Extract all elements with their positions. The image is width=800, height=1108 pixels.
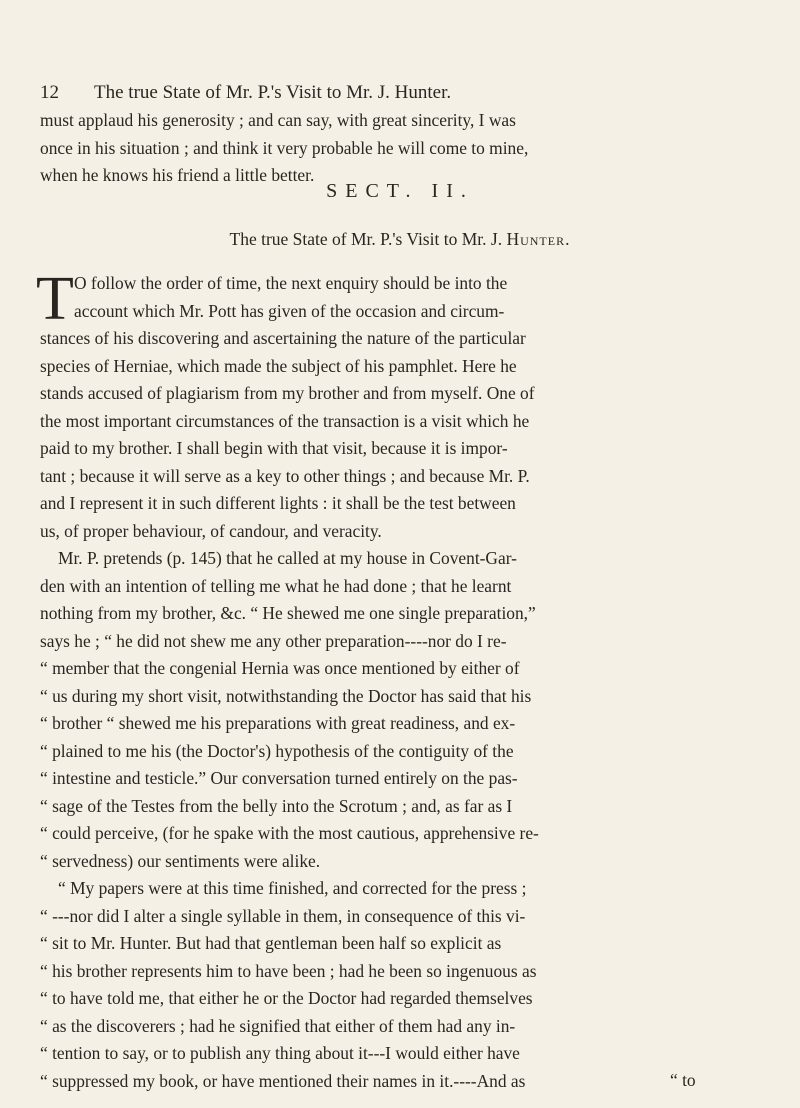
text-line: “ My papers were at this time finished, and corrected for the press ;	[58, 878, 527, 898]
section-heading: SECT. II.	[326, 180, 474, 202]
page-number: 12	[40, 82, 59, 103]
text-line: “ plained to me his (the Doctor's) hypothesis of the contiguity of the	[40, 740, 514, 761]
text-line: “ tention to say, or to publish any thing about it---I would either have	[40, 1043, 520, 1063]
text-line: tant ; because it will serve as a key to other things ; and because Mr. P.	[40, 465, 530, 486]
text-line: once in his situation ; and think it very probable he will come to mine,	[40, 137, 529, 158]
text-line: “ us during my short visit, notwithstanding the Doctor has said that his	[40, 685, 532, 706]
text-line: Mr. P. pretends (p. 145) that he called at my house in Covent-Gar-	[58, 548, 517, 568]
text-line: and I represent it in such different lights : it shall be the test between	[40, 493, 516, 513]
text-line: “ intestine and testicle.” Our conversation turned entirely on the pas-	[40, 768, 518, 788]
text-line: must applaud his generosity ; and can say, with great sincerity, I was	[40, 110, 516, 130]
section-subtitle-text: The true State of Mr. P.'s Visit to Mr. J.	[229, 229, 503, 249]
intro-paragraph	[40, 107, 762, 190]
section-subtitle-name: Hunter.	[506, 229, 571, 249]
text-line: O follow the order of time, the next enquiry should be into the	[74, 273, 508, 293]
text-line: “ sit to Mr. Hunter. But had that gentleman been half so explicit as	[40, 933, 502, 953]
text-line: account which Mr. Pott has given of the occasion and circum-	[74, 300, 505, 321]
section-subtitle	[0, 229, 800, 250]
running-head	[40, 82, 760, 104]
text-line: “ suppressed my book, or have mentioned their names in it.----And as	[40, 1070, 526, 1091]
text-line: us, of proper behaviour, of candour, and veracity.	[40, 520, 382, 541]
text-line: stands accused of plagiarism from my brother and from myself. One of	[40, 383, 535, 403]
paragraph-3	[40, 875, 762, 1095]
text-line: den with an intention of telling me what he had done ; that he learnt	[40, 575, 512, 596]
text-line: “ member that the congenial Hernia was once mentioned by either of	[40, 658, 520, 678]
text-line: the most important circumstances of the transaction is a visit which he	[40, 410, 530, 431]
text-line: paid to my brother. I shall begin with that visit, because it is impor-	[40, 438, 508, 458]
drop-cap: T	[36, 265, 74, 333]
text-line: species of Herniae, which made the subject of his pamphlet. Here he	[40, 355, 517, 376]
text-line: “ brother “ shewed me his preparations with great readiness, and ex-	[40, 713, 516, 733]
catchword: “ to	[670, 1070, 696, 1090]
text-line: when he knows his friend a little better.	[40, 165, 315, 185]
text-line: stances of his discovering and ascertaining the nature of the particular	[40, 328, 526, 348]
text-line: nothing from my brother, &c. “ He shewed me one single preparation,”	[40, 603, 536, 623]
text-line: “ as the discoverers ; had he signified that either of them had any in-	[40, 1015, 516, 1036]
paragraph-1	[40, 270, 762, 545]
text-line: “ could perceive, (for he spake with the most cautious, apprehensive re-	[40, 823, 539, 843]
text-line: “ ---nor did I alter a single syllable in them, in consequence of this vi-	[40, 905, 526, 926]
text-line: says he ; “ he did not shew me any other preparation----nor do I re-	[40, 630, 507, 651]
text-line: “ his brother represents him to have been ; had he been so ingenuous as	[40, 960, 537, 981]
paragraph-2	[40, 545, 762, 875]
text-line: “ to have told me, that either he or the Doctor had regarded themselves	[40, 988, 533, 1008]
text-line: “ sage of the Testes from the belly into the Scrotum ; and, as far as I	[40, 795, 513, 816]
running-title: The true State of Mr. P.'s Visit to Mr. J. Hunter.	[94, 82, 452, 103]
text-line: “ servedness) our sentiments were alike.	[40, 850, 321, 871]
